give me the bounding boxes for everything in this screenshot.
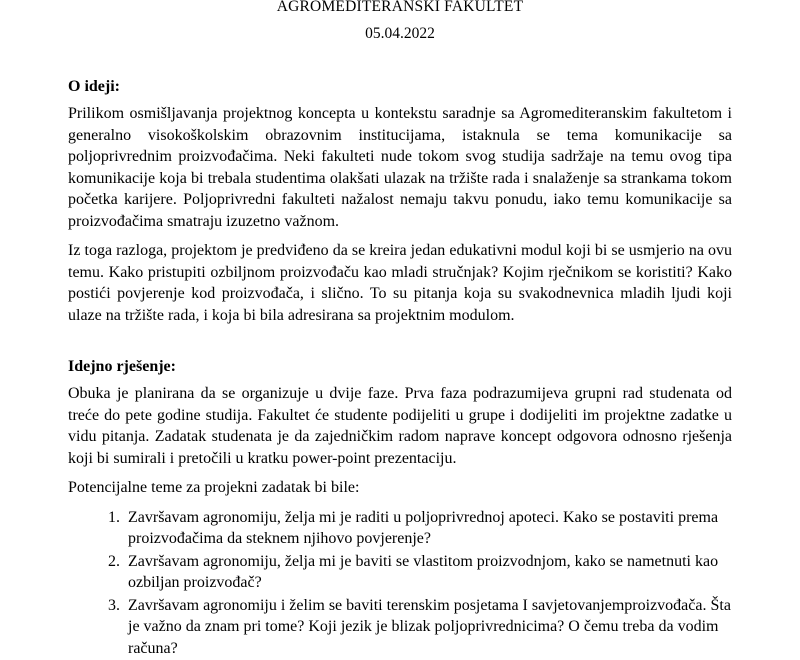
document-header — [68, 0, 732, 47]
paragraph: Prilikom osmišljavanja projektnog koncepta u kontekstu saradnje sa Agromediteranskim fakultetom i generalno visokoškolskim obrazovnim institucijama, istaknula se tema komunikacije sa poljoprivrednim proizvođačima. Neki fakulteti nude tokom svog studija sadržaje na temu ovog tipa komunikacije koja bi trebala studentima olakšati ulazak na tržište rada i snalaženje sa strankama tokom početka karijere. Poljoprivredni fakulteti nažalost nemaju takvu ponudu, iako temu komunikacije sa proizvođačima smatraju izuzetno važnom. — [68, 105, 732, 230]
header-title-line-2: AGROMEDITERANSKI FAKULTET — [276, 0, 524, 15]
list-item: 3. Završavam agronomiju i želim se baviti terenskim posjetama I savjetovanjemproizvođača. Šta je važno da znam pri tome? Koji jezik je blizak poljoprivrednicima? O čemu treba da vodim računa? — [124, 595, 732, 660]
section-o-ideji — [68, 78, 732, 326]
topics-list — [68, 507, 732, 660]
section-idejno-rjesenje — [68, 326, 732, 660]
list-item: 2. Završavam agronomiju, želja mi je baviti se vlastitom proizvodnjom, kako se nametnuti kao ozbiljan proizvođač? — [124, 551, 732, 594]
list-item: 1. Završavam agronomiju, želja mi je raditi u poljoprivrednoj apoteci. Kako se postaviti prema proizvođačima da steknem njihovo povjerenje? — [124, 507, 732, 550]
paragraph: Potencijalne teme za projekni zadatak bi bile: — [68, 479, 360, 496]
section-title-idejno-rjesenje: Idejno rješenje: — [68, 358, 176, 375]
paragraph: Iz toga razloga, projektom je predviđeno da se kreira jedan edukativni modul koji bi se usmjerio na ovu temu. Kako pristupiti ozbiljnom proizvođaču kao mladi stručnjak? Kojim rječnikom se koristiti? Kako postići povjerenje kod proizvođača, i slično. To su pitanja koja su svakodnevnica mladih ljudi koji ulaze na tržište rada, i koja bi bila adresirana sa projektnim modulom. — [68, 242, 732, 324]
paragraph: Obuka je planirana da se organizuje u dvije faze. Prva faza podrazumijeva grupni rad studenata od treće do pete godine studija. Fakultet će studente podijeliti u grupe i dodijeliti im projektne zadatke u vidu pitanja. Zadatak studenata je da zajedničkim radom naprave koncept odgovora odnosno rješenja koji bi sumirali i pretočili u kratku power-point prezentaciju. — [68, 385, 732, 467]
header-date: 05.04.2022 — [365, 25, 435, 42]
section-title-o-ideji: O ideji: — [68, 78, 120, 95]
